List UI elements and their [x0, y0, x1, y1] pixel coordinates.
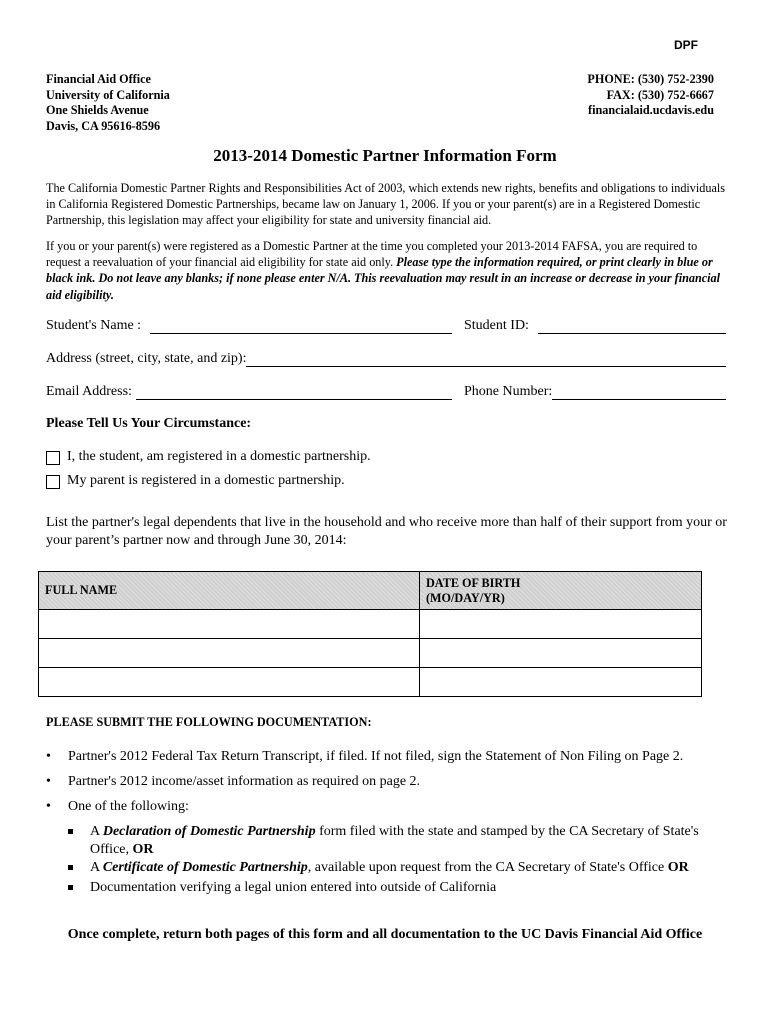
office-university: University of California: [46, 87, 170, 102]
dob-header: [420, 572, 702, 610]
parent-partnership-checkbox[interactable]: [46, 475, 60, 489]
dependent-name-cell[interactable]: [39, 668, 420, 697]
list-item: [46, 798, 736, 818]
office-city: Davis, CA 95616-8596: [46, 118, 161, 133]
student-name-field[interactable]: [150, 333, 452, 334]
subitem-text: A: [90, 824, 103, 839]
dependent-dob-cell[interactable]: [420, 610, 702, 639]
full-name-header: FULL NAME: [39, 572, 420, 610]
subitem-text: A: [90, 860, 103, 875]
student-id-field[interactable]: [538, 333, 726, 334]
dependent-dob-cell[interactable]: [420, 668, 702, 697]
phone-label: Phone Number:: [464, 384, 553, 399]
or-label: OR: [132, 842, 154, 857]
dependents-table: [38, 571, 702, 697]
list-item: [46, 748, 736, 768]
dependent-name-cell[interactable]: [39, 610, 420, 639]
student-id-label: Student ID:: [464, 318, 529, 333]
doc-item-tax-transcript: Partner's 2012 Federal Tax Return Transcript, if filed. If not filed, sign the Statement of Non Filing on Page 2.: [68, 749, 684, 764]
square-bullet-icon: [68, 865, 73, 870]
certificate-title: Certificate of Domestic Partnership: [102, 860, 308, 875]
fax-number: FAX: (530) 752-6667: [606, 87, 714, 102]
square-bullet-icon: [68, 885, 73, 890]
subitem-text: form filed with the state and stamped by the CA Secretary of State's Office,: [90, 824, 699, 857]
address-field[interactable]: [246, 366, 726, 367]
subitem-text: , available upon request from the CA Secretary of State's Office: [307, 860, 668, 875]
email-field[interactable]: [136, 399, 452, 400]
circumstance-option-parent: [46, 473, 446, 493]
office-street: One Shields Avenue: [46, 103, 149, 117]
documentation-heading: PLEASE SUBMIT THE FOLLOWING DOCUMENTATION:: [46, 715, 372, 729]
email-label: Email Address:: [46, 384, 132, 399]
or-label: OR: [667, 860, 689, 875]
address-row: [46, 351, 736, 371]
office-address: [46, 72, 170, 134]
bullet-icon: •: [46, 799, 51, 814]
doc-subitem-certificate: [90, 859, 700, 877]
doc-subitem-legal-union: Documentation verifying a legal union entered into outside of California: [90, 880, 497, 895]
dependent-name-cell[interactable]: [39, 639, 420, 668]
bullet-icon: •: [46, 774, 51, 789]
table-row: [39, 639, 702, 668]
square-bullet-icon: [68, 829, 73, 834]
dob-header-line-2: (MO/DAY/YR): [426, 590, 505, 605]
instructions-text: If you or your parent(s) were registered as a Domestic Partner at the time you completed your 2013-2014 FAFSA, you are required to request a reevaluation of your financial aid eligibility for state aid only.: [46, 239, 698, 270]
phone-field[interactable]: [552, 399, 726, 400]
dependents-prompt: List the partner's legal dependents that live in the household and who receive more than half of their support from your or your parent’s partner now and through June 30, 2014:: [46, 515, 727, 548]
student-partnership-label: I, the student, am registered in a domestic partnership.: [67, 449, 371, 464]
address-label: Address (street, city, state, and zip):: [46, 351, 247, 366]
intro-paragraph: The California Domestic Partner Rights and Responsibilities Act of 2003, which extends new rights, benefits and obligations to individuals in California Registered Domestic Partnerships, became law on January 1, 2006. If you or your parent(s) are in a Registered Domestic Partnership, this legislation may affect your eligibility for state and university financial aid.: [46, 181, 726, 228]
student-name-label: Student's Name :: [46, 318, 142, 333]
return-instructions: Once complete, return both pages of this form and all documentation to the UC Davis Financial Aid Office: [67, 927, 703, 942]
list-item: [68, 859, 708, 879]
office-contact: [587, 72, 714, 119]
dob-header-line-1: DATE OF BIRTH: [426, 575, 521, 590]
doc-item-income-info: Partner's 2012 income/asset information as required on page 2.: [68, 774, 421, 789]
doc-subitem-declaration: [90, 823, 700, 859]
circumstance-option-student: [46, 449, 446, 469]
table-row: [39, 668, 702, 697]
parent-partnership-label: My parent is registered in a domestic partnership.: [67, 473, 345, 488]
office-name: Financial Aid Office: [46, 72, 151, 86]
instructions-emphasis: Please type the information required, or print clearly in blue or black ink. Do not leave any blanks; if none please enter N/A. This reevaluation may result in an increase or decrease in your financial aid eligibility.: [46, 255, 721, 302]
form-title: 2013-2014 Domestic Partner Information Form: [213, 146, 557, 165]
circumstance-heading: Please Tell Us Your Circumstance:: [46, 416, 252, 431]
website: financialaid.ucdavis.edu: [588, 103, 714, 117]
declaration-title: Declaration of Domestic Partnership: [102, 824, 316, 839]
phone-number: PHONE: (530) 752-2390: [587, 72, 714, 86]
table-row: [39, 610, 702, 639]
list-item: [68, 879, 708, 899]
list-item: [46, 773, 736, 793]
form-code: DPF: [674, 38, 698, 52]
doc-item-one-of: One of the following:: [68, 799, 189, 814]
email-row: [46, 384, 736, 404]
student-name-row: [46, 318, 736, 338]
bullet-icon: •: [46, 749, 51, 764]
list-item: [68, 823, 708, 861]
instructions-paragraph: [46, 238, 726, 303]
student-partnership-checkbox[interactable]: [46, 451, 60, 465]
dependent-dob-cell[interactable]: [420, 639, 702, 668]
dependents-table-header: [39, 572, 702, 610]
